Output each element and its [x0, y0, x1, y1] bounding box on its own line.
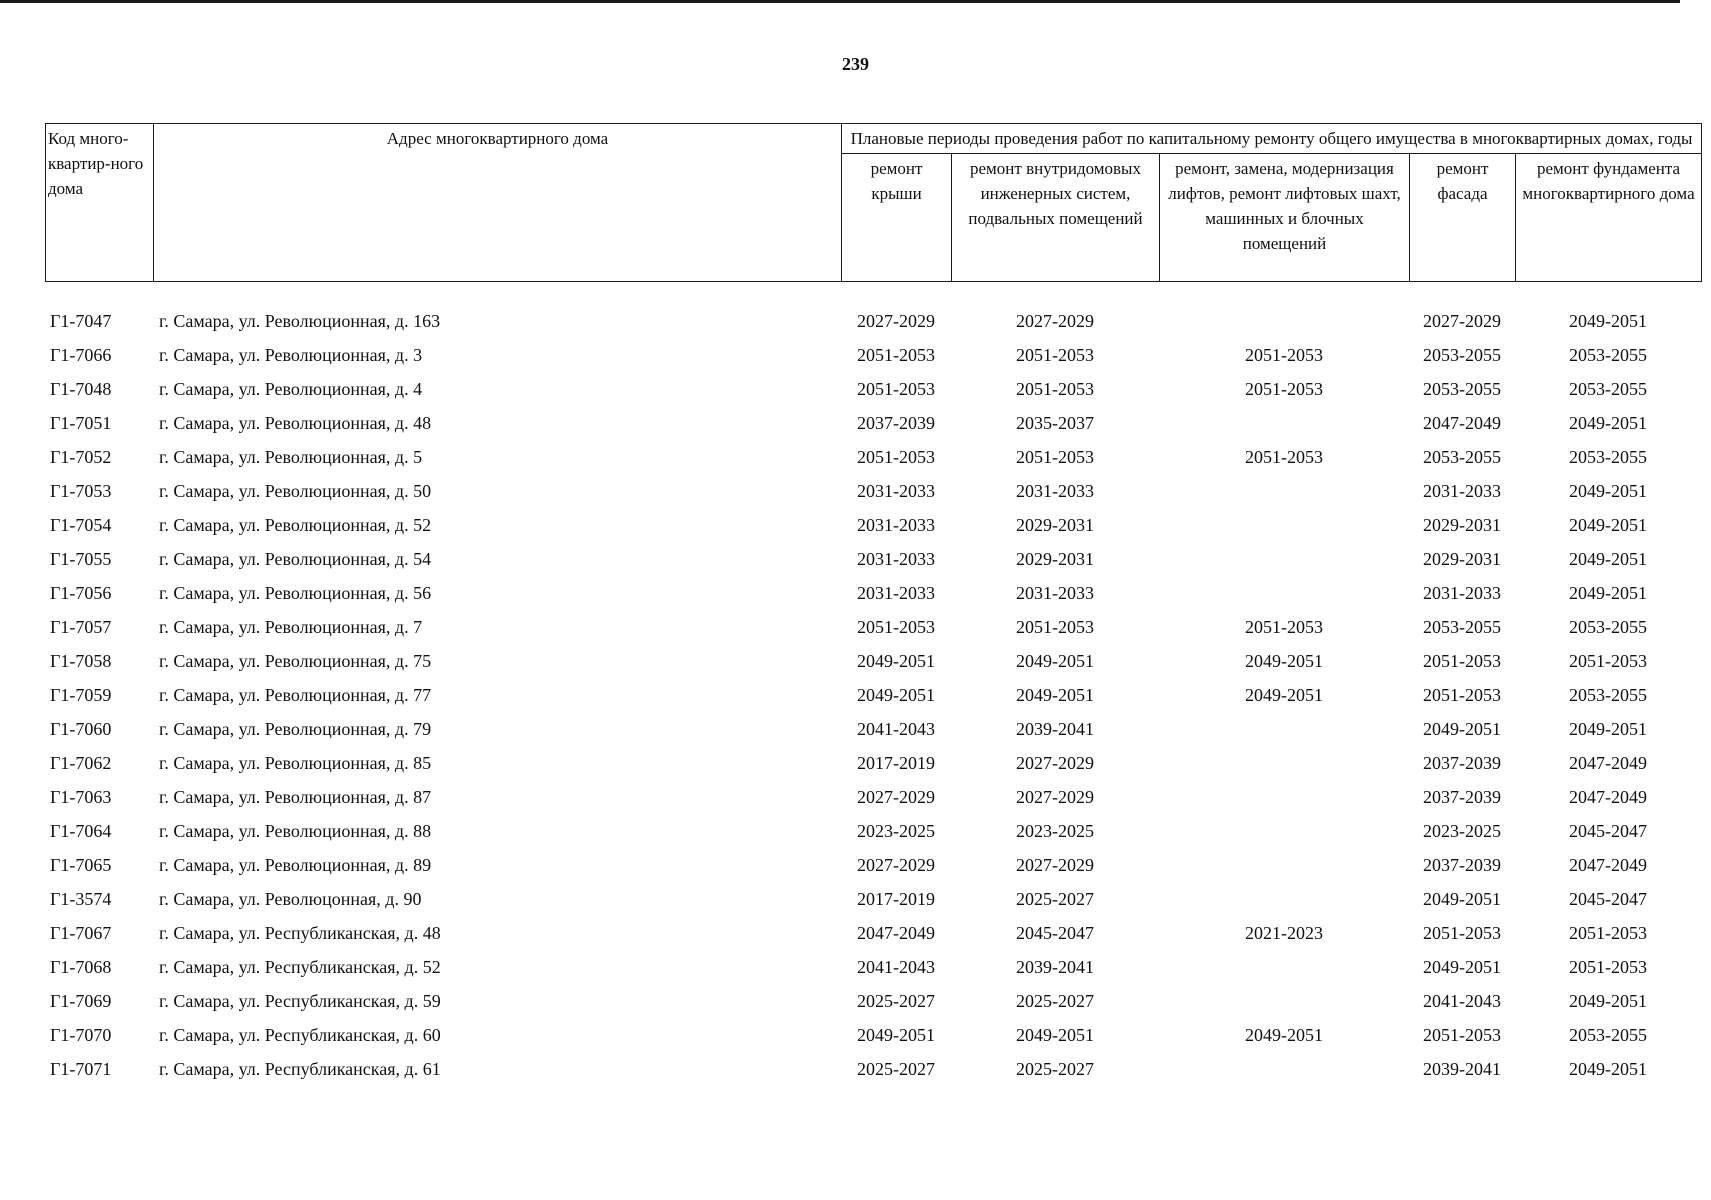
cell-roof: 2025-2027 — [857, 1058, 935, 1079]
cell-foundation: 2049-2051 — [1569, 582, 1647, 603]
cell-lifts — [1159, 508, 1409, 542]
cell-address: г. Самара, ул. Республиканская, д. 61 — [159, 1058, 441, 1079]
cell-lifts — [1159, 576, 1409, 610]
cell-systems: 2029-2031 — [1016, 548, 1094, 569]
cell-lifts: 2051-2053 — [1245, 616, 1323, 637]
cell-foundation: 2049-2051 — [1569, 548, 1647, 569]
cell-lifts: 2021-2023 — [1245, 922, 1323, 943]
cell-foundation: 2047-2049 — [1569, 752, 1647, 773]
cell-roof: 2027-2029 — [857, 854, 935, 875]
cell-facade: 2029-2031 — [1423, 548, 1501, 569]
cell-address: г. Самара, ул. Революционная, д. 56 — [159, 582, 432, 603]
header-facade: ремонт фасада — [1410, 154, 1516, 282]
table-row — [45, 984, 1701, 1018]
cell-code: Г1-7064 — [50, 820, 112, 841]
cell-address: г. Самара, ул. Революционная, д. 85 — [159, 752, 432, 773]
cell-foundation: 2053-2055 — [1569, 378, 1647, 399]
cell-facade: 2041-2043 — [1423, 990, 1501, 1011]
cell-systems: 2045-2047 — [1016, 922, 1094, 943]
cell-roof: 2051-2053 — [857, 344, 935, 365]
table-row — [45, 440, 1701, 474]
table-header — [45, 123, 1702, 282]
cell-lifts: 2051-2053 — [1245, 378, 1323, 399]
cell-roof: 2031-2033 — [857, 514, 935, 535]
cell-foundation: 2051-2053 — [1569, 922, 1647, 943]
table-row — [45, 916, 1701, 950]
table-row — [45, 338, 1701, 372]
header-roof: ремонт крыши — [842, 154, 952, 282]
cell-roof: 2051-2053 — [857, 446, 935, 467]
cell-systems: 2031-2033 — [1016, 582, 1094, 603]
cell-facade: 2049-2051 — [1423, 718, 1501, 739]
cell-address: г. Самара, ул. Революционная, д. 50 — [159, 480, 432, 501]
cell-address: г. Самара, ул. Революционная, д. 54 — [159, 548, 432, 569]
cell-foundation: 2049-2051 — [1569, 1058, 1647, 1079]
cell-foundation: 2053-2055 — [1569, 446, 1647, 467]
table-row — [45, 474, 1701, 508]
cell-systems: 2023-2025 — [1016, 820, 1094, 841]
cell-roof: 2037-2039 — [857, 412, 935, 433]
cell-roof: 2051-2053 — [857, 378, 935, 399]
cell-address: г. Самара, ул. Революционная, д. 75 — [159, 650, 432, 671]
cell-systems: 2031-2033 — [1016, 480, 1094, 501]
cell-facade: 2053-2055 — [1423, 378, 1501, 399]
cell-lifts — [1159, 406, 1409, 440]
cell-lifts — [1159, 950, 1409, 984]
table-row — [45, 610, 1701, 644]
table-row — [45, 542, 1701, 576]
cell-foundation: 2049-2051 — [1569, 718, 1647, 739]
cell-lifts — [1159, 1052, 1409, 1086]
cell-code: Г1-7060 — [50, 718, 112, 739]
cell-lifts — [1159, 746, 1409, 780]
cell-systems: 2025-2027 — [1016, 1058, 1094, 1079]
cell-code: Г1-7063 — [50, 786, 112, 807]
cell-foundation: 2049-2051 — [1569, 412, 1647, 433]
cell-lifts — [1159, 474, 1409, 508]
cell-code: Г1-7071 — [50, 1058, 112, 1079]
cell-facade: 2053-2055 — [1423, 446, 1501, 467]
cell-address: г. Самара, ул. Революцонная, д. 90 — [159, 888, 422, 909]
cell-roof: 2023-2025 — [857, 820, 935, 841]
table-row — [45, 848, 1701, 882]
cell-systems: 2051-2053 — [1016, 446, 1094, 467]
cell-systems: 2051-2053 — [1016, 378, 1094, 399]
cell-lifts: 2051-2053 — [1245, 446, 1323, 467]
header-code: Код много-квартир-ного дома — [46, 124, 154, 282]
cell-foundation: 2049-2051 — [1569, 310, 1647, 331]
cell-code: Г1-7054 — [50, 514, 112, 535]
cell-systems: 2035-2037 — [1016, 412, 1094, 433]
cell-roof: 2027-2029 — [857, 310, 935, 331]
cell-code: Г1-7051 — [50, 412, 112, 433]
header-lifts: ремонт, замена, модернизация лифтов, ремонт лифтовых шахт, машинных и блочных помещений — [1160, 154, 1410, 282]
table-row — [45, 1052, 1701, 1086]
cell-code: Г1-7057 — [50, 616, 112, 637]
cell-foundation: 2053-2055 — [1569, 684, 1647, 705]
cell-address: г. Самара, ул. Революционная, д. 88 — [159, 820, 432, 841]
cell-lifts — [1159, 848, 1409, 882]
header-foundation: ремонт фундамента многоквартирного дома — [1516, 154, 1702, 282]
cell-facade: 2031-2033 — [1423, 582, 1501, 603]
cell-code: Г1-7062 — [50, 752, 112, 773]
cell-facade: 2047-2049 — [1423, 412, 1501, 433]
cell-roof: 2027-2029 — [857, 786, 935, 807]
cell-code: Г1-7070 — [50, 1024, 112, 1045]
cell-address: г. Самара, ул. Революционная, д. 5 — [159, 446, 423, 467]
table-row — [45, 1018, 1701, 1052]
cell-foundation: 2047-2049 — [1569, 786, 1647, 807]
cell-code: Г1-3574 — [50, 888, 112, 909]
cell-facade: 2051-2053 — [1423, 684, 1501, 705]
cell-code: Г1-7056 — [50, 582, 112, 603]
header-periods: Плановые периоды проведения работ по капитальному ремонту общего имущества в многоквартирных домах, годы — [842, 124, 1702, 154]
cell-roof: 2017-2019 — [857, 888, 935, 909]
cell-foundation: 2045-2047 — [1569, 888, 1647, 909]
table-row — [45, 712, 1701, 746]
table-row — [45, 678, 1701, 712]
cell-systems: 2051-2053 — [1016, 344, 1094, 365]
cell-systems: 2027-2029 — [1016, 752, 1094, 773]
cell-facade: 2053-2055 — [1423, 616, 1501, 637]
table-row — [45, 304, 1701, 338]
cell-address: г. Самара, ул. Революционная, д. 163 — [159, 310, 441, 331]
cell-facade: 2051-2053 — [1423, 922, 1501, 943]
cell-code: Г1-7048 — [50, 378, 112, 399]
page-number: 239 — [842, 54, 869, 74]
cell-roof: 2041-2043 — [857, 956, 935, 977]
cell-roof: 2031-2033 — [857, 582, 935, 603]
cell-facade: 2049-2051 — [1423, 888, 1501, 909]
table-row — [45, 372, 1701, 406]
cell-address: г. Самара, ул. Революционная, д. 4 — [159, 378, 423, 399]
cell-facade: 2037-2039 — [1423, 752, 1501, 773]
cell-facade: 2037-2039 — [1423, 786, 1501, 807]
cell-lifts: 2049-2051 — [1245, 650, 1323, 671]
cell-systems: 2027-2029 — [1016, 310, 1094, 331]
cell-address: г. Самара, ул. Республиканская, д. 59 — [159, 990, 441, 1011]
cell-facade: 2027-2029 — [1423, 310, 1501, 331]
cell-foundation: 2053-2055 — [1569, 1024, 1647, 1045]
cell-lifts — [1159, 712, 1409, 746]
table-row — [45, 814, 1701, 848]
cell-lifts: 2049-2051 — [1245, 684, 1323, 705]
cell-address: г. Самара, ул. Революционная, д. 87 — [159, 786, 432, 807]
cell-facade: 2039-2041 — [1423, 1058, 1501, 1079]
cell-roof: 2031-2033 — [857, 548, 935, 569]
cell-roof: 2049-2051 — [857, 1024, 935, 1045]
cell-lifts — [1159, 814, 1409, 848]
cell-systems: 2049-2051 — [1016, 1024, 1094, 1045]
cell-systems: 2051-2053 — [1016, 616, 1094, 637]
cell-code: Г1-7065 — [50, 854, 112, 875]
cell-facade: 2049-2051 — [1423, 956, 1501, 977]
table-row — [45, 406, 1701, 440]
cell-facade: 2029-2031 — [1423, 514, 1501, 535]
cell-code: Г1-7055 — [50, 548, 112, 569]
cell-lifts: 2049-2051 — [1245, 1024, 1323, 1045]
cell-roof: 2049-2051 — [857, 684, 935, 705]
cell-systems: 2029-2031 — [1016, 514, 1094, 535]
cell-roof: 2031-2033 — [857, 480, 935, 501]
cell-lifts: 2051-2053 — [1245, 344, 1323, 365]
table-row — [45, 950, 1701, 984]
table-row — [45, 882, 1701, 916]
cell-foundation: 2051-2053 — [1569, 650, 1647, 671]
cell-systems: 2027-2029 — [1016, 854, 1094, 875]
table-row — [45, 780, 1701, 814]
table-row — [45, 746, 1701, 780]
cell-roof: 2049-2051 — [857, 650, 935, 671]
cell-code: Г1-7068 — [50, 956, 112, 977]
cell-address: г. Самара, ул. Революционная, д. 7 — [159, 616, 423, 637]
data-table — [45, 304, 1701, 1086]
cell-code: Г1-7047 — [50, 310, 112, 331]
table-row — [45, 576, 1701, 610]
cell-address: г. Самара, ул. Республиканская, д. 60 — [159, 1024, 441, 1045]
cell-code: Г1-7052 — [50, 446, 112, 467]
cell-systems: 2025-2027 — [1016, 888, 1094, 909]
cell-code: Г1-7069 — [50, 990, 112, 1011]
cell-facade: 2053-2055 — [1423, 344, 1501, 365]
cell-foundation: 2045-2047 — [1569, 820, 1647, 841]
cell-facade: 2023-2025 — [1423, 820, 1501, 841]
cell-systems: 2049-2051 — [1016, 650, 1094, 671]
cell-address: г. Самара, ул. Республиканская, д. 48 — [159, 922, 441, 943]
cell-code: Г1-7067 — [50, 922, 112, 943]
cell-systems: 2039-2041 — [1016, 956, 1094, 977]
cell-code: Г1-7059 — [50, 684, 112, 705]
cell-facade: 2037-2039 — [1423, 854, 1501, 875]
cell-roof: 2041-2043 — [857, 718, 935, 739]
cell-roof: 2025-2027 — [857, 990, 935, 1011]
cell-systems: 2049-2051 — [1016, 684, 1094, 705]
table-row — [45, 508, 1701, 542]
cell-address: г. Самара, ул. Революционная, д. 77 — [159, 684, 432, 705]
cell-code: Г1-7066 — [50, 344, 112, 365]
cell-address: г. Самара, ул. Революционная, д. 79 — [159, 718, 432, 739]
cell-systems: 2027-2029 — [1016, 786, 1094, 807]
top-border-rule — [0, 0, 1680, 3]
cell-address: г. Самара, ул. Революционная, д. 48 — [159, 412, 432, 433]
cell-lifts — [1159, 542, 1409, 576]
cell-lifts — [1159, 780, 1409, 814]
cell-code: Г1-7053 — [50, 480, 112, 501]
cell-facade: 2051-2053 — [1423, 650, 1501, 671]
cell-facade: 2031-2033 — [1423, 480, 1501, 501]
cell-roof: 2051-2053 — [857, 616, 935, 637]
cell-foundation: 2049-2051 — [1569, 514, 1647, 535]
header-systems: ремонт внутридомовых инженерных систем, подвальных помещений — [952, 154, 1160, 282]
cell-foundation: 2053-2055 — [1569, 344, 1647, 365]
cell-foundation: 2047-2049 — [1569, 854, 1647, 875]
cell-code: Г1-7058 — [50, 650, 112, 671]
cell-systems: 2039-2041 — [1016, 718, 1094, 739]
cell-foundation: 2049-2051 — [1569, 480, 1647, 501]
cell-lifts — [1159, 882, 1409, 916]
cell-address: г. Самара, ул. Республиканская, д. 52 — [159, 956, 441, 977]
cell-address: г. Самара, ул. Революционная, д. 3 — [159, 344, 423, 365]
header-address: Адрес многоквартирного дома — [154, 124, 842, 282]
cell-address: г. Самара, ул. Революционная, д. 89 — [159, 854, 432, 875]
cell-roof: 2047-2049 — [857, 922, 935, 943]
cell-lifts — [1159, 984, 1409, 1018]
cell-roof: 2017-2019 — [857, 752, 935, 773]
cell-address: г. Самара, ул. Революционная, д. 52 — [159, 514, 432, 535]
cell-facade: 2051-2053 — [1423, 1024, 1501, 1045]
cell-foundation: 2053-2055 — [1569, 616, 1647, 637]
cell-systems: 2025-2027 — [1016, 990, 1094, 1011]
cell-lifts — [1159, 304, 1409, 338]
cell-foundation: 2051-2053 — [1569, 956, 1647, 977]
cell-foundation: 2049-2051 — [1569, 990, 1647, 1011]
table-row — [45, 644, 1701, 678]
